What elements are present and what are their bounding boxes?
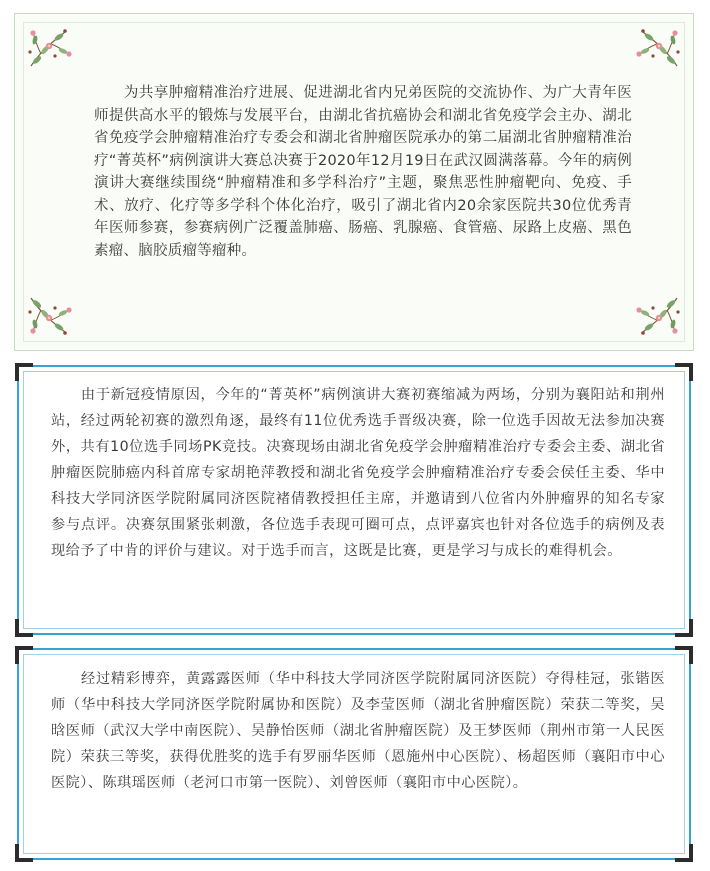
intro-paragraph: 为共享肿瘤精准治疗进展、促进湖北省内兄弟医院的交流协作、为广大青年医师提供高水平的锻炼与发展平台，由湖北省抗癌协会和湖北省免疫学会主办、湖北省免疫学会肿瘤精准治疗专委会和湖北省肿瘤医院承办的第二届湖北省肿瘤精准治疗“菁英杯”病例演讲大赛总决赛于2020年12月19日在武汉圆满落幕。今年的病例演讲大赛继续围绕“肿瘤精准和多学科治疗”主题，聚焦恶性肿瘤靶向、免疫、手术、放疗、化疗等多学科个体化治疗，吸引了湖北省内20余家医院共30位优秀青年医师参赛，参赛病例广泛覆盖肺癌、肠癌、乳腺癌、食管癌、尿路上皮癌、黑色素瘤、脑胶质瘤等瘤种。: [94, 85, 632, 259]
corner-bracket: [15, 844, 33, 862]
floral-corner-icon: [25, 292, 73, 340]
corner-bracket: [15, 619, 33, 637]
results-paragraph: 经过精彩博弈，黄露露医师（华中科技大学同济医学院附属同济医院）夺得桂冠，张锴医师（华中科技大学同济医学院附属协和医院）及李莹医师（湖北省肿瘤医院）荣获二等奖，吴晗医师（武汉大学中南医院）、吴静怡医师（湖北省肿瘤医院）及王梦医师（荆州市第一人民医院）荣获三等奖，获得优胜奖的选手有罗丽华医师（恩施州中心医院）、杨超医师（襄阳市中心医院）、陈琪瑶医师（老河口市第一医院）、刘曾医师（襄阳市中心医院）。: [51, 671, 665, 791]
results-section: [17, 648, 691, 860]
intro-section: [14, 13, 694, 351]
corner-bracket: [675, 844, 693, 862]
corner-bracket: [675, 646, 693, 664]
corner-bracket: [675, 363, 693, 381]
competition-process-section: [17, 365, 691, 635]
corner-bracket: [675, 619, 693, 637]
floral-corner-icon: [635, 24, 683, 72]
competition-process-paragraph: 由于新冠疫情原因，今年的“菁英杯”病例演讲大赛初赛缩减为两场，分别为襄阳站和荆州站，经过两轮初赛的激烈角逐，最终有11位优秀选手晋级决赛，除一位选手因故无法参加决赛外，共有10位选手同场PK竞技。决赛现场由湖北省免疫学会肿瘤精准治疗专委会主委、湖北省肿瘤医院肺癌内科首席专家胡艳萍教授和湖北省免疫学会肿瘤精准治疗专委会侯任主委、华中科技大学同济医学院附属同济医院褚倩教授担任主席，并邀请到八位省内外肿瘤界的知名专家参与点评。决赛氛围紧张刺激，各位选手表现可圈可点，点评嘉宾也针对各位选手的病例及表现给予了中肯的评价与建议。对于选手而言，这既是比赛，更是学习与成长的难得机会。: [51, 387, 665, 559]
floral-corner-icon: [635, 292, 683, 340]
corner-bracket: [15, 363, 33, 381]
corner-bracket: [15, 646, 33, 664]
floral-corner-icon: [25, 24, 73, 72]
